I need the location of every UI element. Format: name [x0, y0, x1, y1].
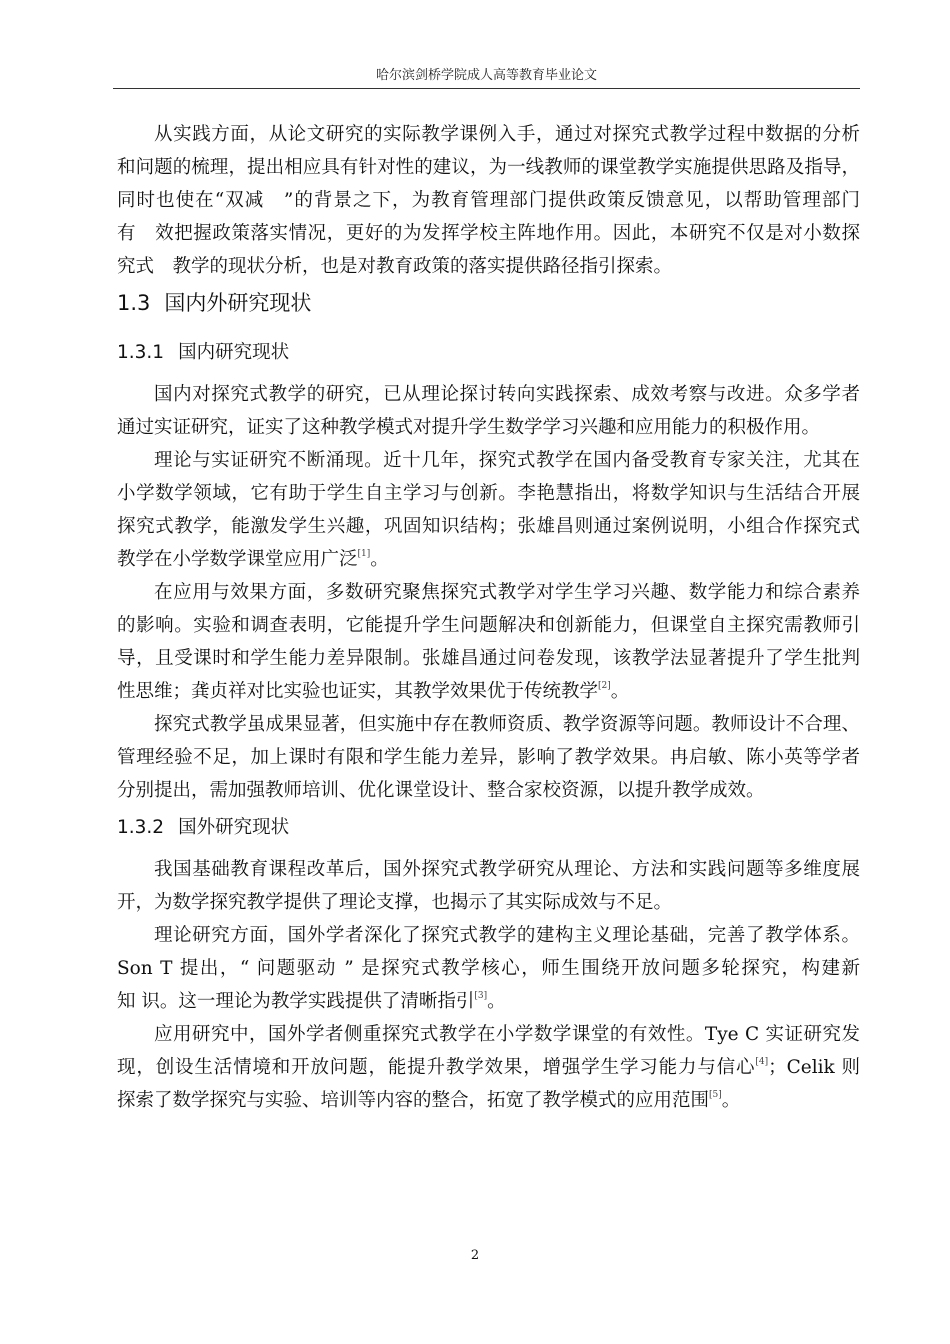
text-span: 。: [610, 681, 630, 702]
heading-title: 国内外研究现状: [164, 291, 312, 315]
text-line: 开，为数学探究教学提供了理论支撑，也揭示了其实际成效与不足。: [117, 892, 673, 913]
text-span: 。: [721, 1090, 741, 1111]
paragraph: [117, 576, 860, 708]
text-line: 同时也使在“双减 ”的背景之下，为教育管理部门提供政策反馈意见，以帮助管理部门: [117, 190, 860, 211]
text-line: 的影响。实验和调查表明，它能提升学生问题解决和创新能力，但课堂自主探究需教师引: [117, 615, 860, 636]
text-line: 我国基础教育课程改革后，国外探究式教学研究从理论、方法和实践问题等多维度展: [154, 859, 860, 880]
text-line: [117, 1084, 860, 1117]
text-line: 从实践方面，从论文研究的实际教学课例入手，通过对探究式教学过程中数据的分析: [154, 124, 860, 145]
text-line: 国内对探究式教学的研究，已从理论探讨转向实践探索、成效考察与改进。众多学者: [154, 384, 860, 405]
text-span: 探索了数学探究与实验、培训等内容的整合，拓宽了教学模式的应用范围: [117, 1090, 710, 1111]
paragraph: [117, 378, 860, 444]
text-line: [117, 543, 860, 576]
paragraph: [117, 708, 860, 807]
text-line: 理论与实证研究不断涌现。近十几年，探究式教学在国内备受教育专家关注，尤其在: [154, 450, 860, 471]
heading-number: 1.3.1: [117, 342, 165, 363]
text-line: Son T 提出，“ 问题驱动 ” 是探究式教学核心，师生围绕开放问题多轮探究，构建新: [117, 958, 860, 979]
text-span: 现，创设生活情境和开放问题，能提升教学效果，增强学生学习能力与信心: [117, 1057, 756, 1078]
text-line: 通过实证研究，证实了这种教学模式对提升学生数学学习兴趣和应用能力的积极作用。: [117, 417, 821, 438]
citation-ref: [4]: [755, 1057, 769, 1067]
text-line: 探究式教学，能激发学生兴趣，巩固知识结构；张雄昌则通过案例说明，小组合作探究式: [117, 516, 860, 537]
text-line: 导，且受课时和学生能力差异限制。张雄昌通过问卷发现，该教学法显著提升了学生批判: [117, 648, 860, 669]
text-span: 。: [487, 991, 506, 1012]
text-line: 应用研究中，国外学者侧重探究式教学在小学数学课堂的有效性。Tye C 实证研究发: [154, 1024, 860, 1045]
paragraph: [117, 1018, 860, 1117]
citation-ref: [1]: [357, 549, 371, 559]
page-number: 2: [470, 1248, 480, 1263]
text-line: 在应用与效果方面，多数研究聚焦探究式教学对学生学习兴趣、数学能力和综合素养: [154, 582, 860, 603]
citation-ref: [3]: [474, 991, 488, 1001]
page-header: 哈尔滨剑桥学院成人高等教育毕业论文: [375, 68, 597, 83]
header-divider: [113, 88, 860, 89]
text-line: 有 效把握政策落实情况，更好的为发挥学校主阵地作用。因此，本研究不仅是对小数探: [117, 223, 860, 244]
document-body: [117, 118, 860, 1117]
text-line: [117, 985, 860, 1018]
text-span: 知 识。这一理论为教学实践提供了清晰指引: [117, 991, 475, 1012]
text-span: 教学在小学数学课堂应用广泛: [117, 549, 358, 570]
subsection-heading: [117, 807, 860, 848]
paragraph: [117, 919, 860, 1018]
text-line: 究式 教学的现状分析，也是对教育政策的落实提供路径指引探索。: [117, 256, 673, 277]
citation-ref: [2]: [598, 681, 611, 691]
text-line: 和问题的梳理，提出相应具有针对性的建议，为一线教师的课堂教学实施提供思路及指导，: [117, 157, 860, 178]
text-span: ；Celik 则: [768, 1057, 860, 1078]
paragraph: [117, 444, 860, 576]
text-line: 管理经验不足，加上课时有限和学生能力差异，影响了教学效果。冉启敏、陈小英等学者: [117, 747, 860, 768]
heading-number: 1.3: [117, 291, 151, 315]
citation-ref: [5]: [709, 1090, 722, 1100]
subsection-heading: [117, 332, 860, 373]
text-line: 小学数学领域，它有助于学生自主学习与创新。李艳慧指出，将数学知识与生活结合开展: [117, 483, 860, 504]
text-span: 。: [370, 549, 389, 570]
heading-number: 1.3.2: [117, 817, 165, 838]
text-line: 探究式教学虽成果显著，但实施中存在教师资质、教学资源等问题。教师设计不合理、: [154, 714, 860, 735]
text-line: 分别提出，需加强教师培训、优化课堂设计、整合家校资源，以提升教学成效。: [117, 780, 765, 801]
text-line: [117, 675, 860, 708]
paragraph: [117, 853, 860, 919]
paragraph: [117, 118, 860, 283]
section-heading: [117, 283, 860, 324]
text-line: [117, 1051, 860, 1084]
heading-title: 国内研究现状: [178, 342, 290, 363]
text-span: 性思维；龚贞祥对比实验也证实，其教学效果优于传统教学: [117, 681, 599, 702]
text-line: 理论研究方面，国外学者深化了探究式教学的建构主义理论基础，完善了教学体系。: [154, 925, 860, 946]
heading-title: 国外研究现状: [178, 817, 290, 838]
